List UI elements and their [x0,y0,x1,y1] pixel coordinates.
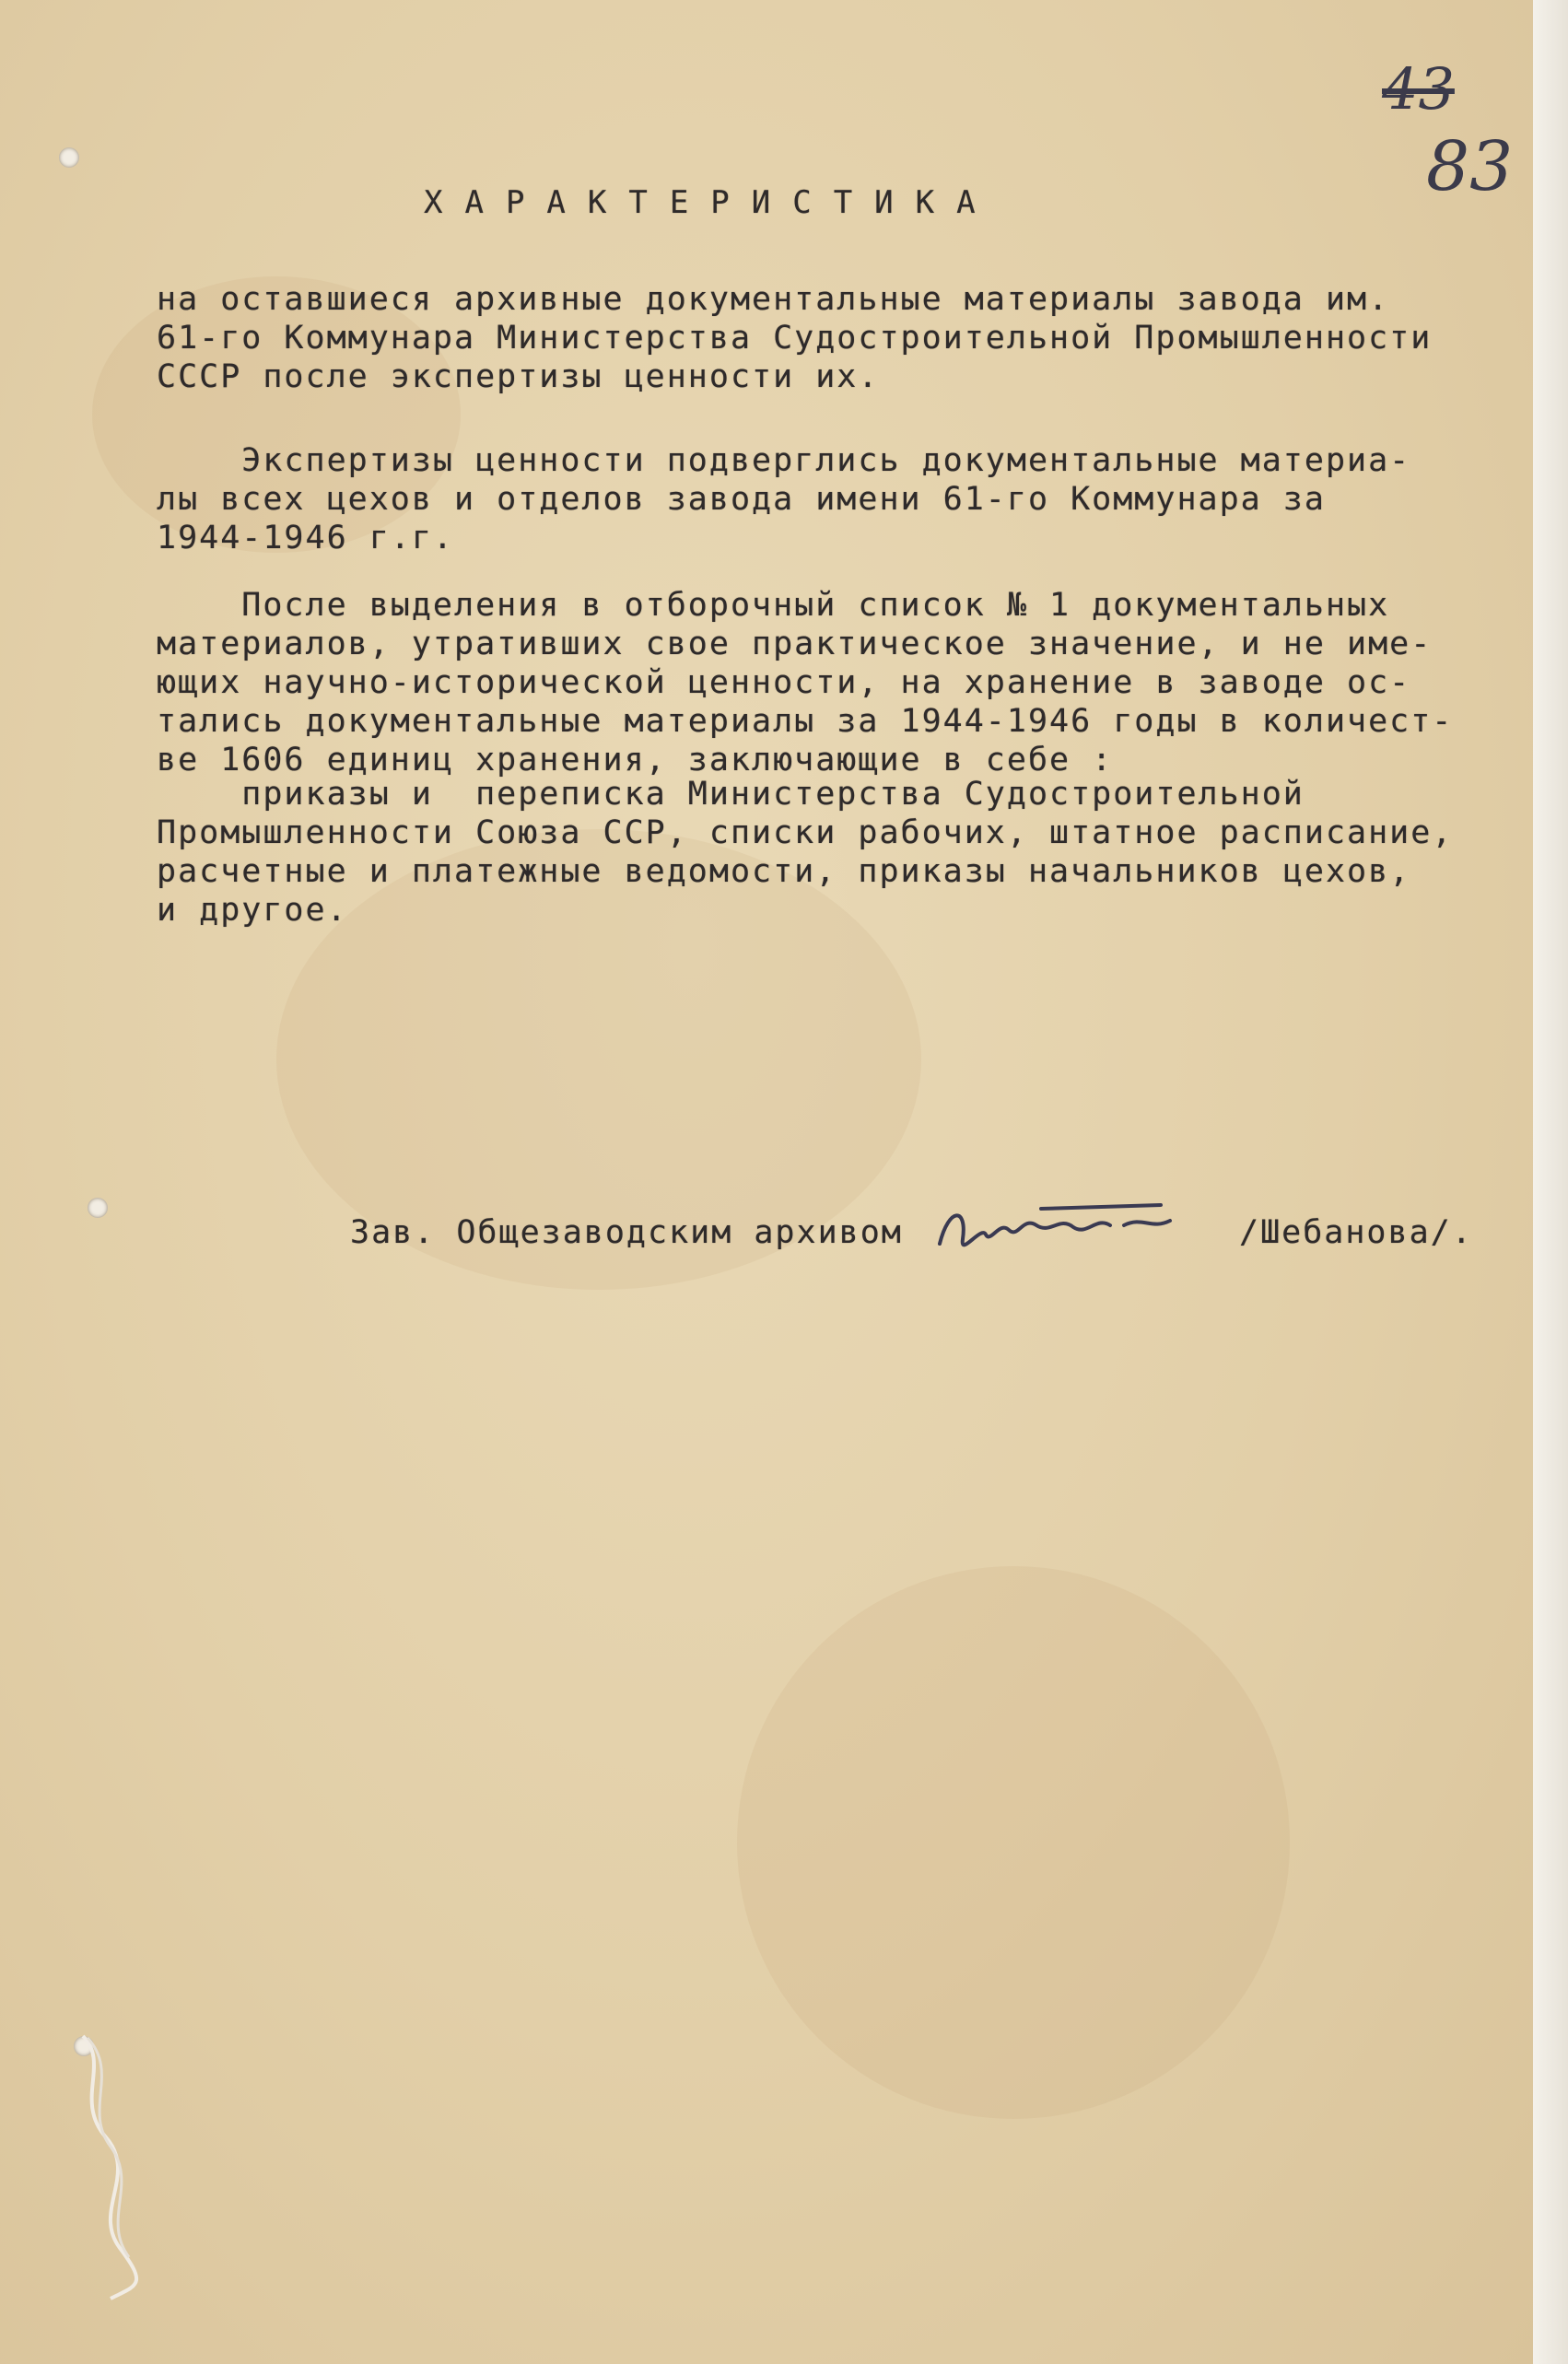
paragraph-line: лы всех цехов и отделов завода имени 61-го Коммунара за [157,481,1326,518]
paragraph-line: ве 1606 единиц хранения, заключающие в себе : [157,742,1114,778]
background-strip [1533,0,1568,2364]
paragraph-line: материалов, утративших свое практическое значение, и не име- [157,626,1433,662]
punch-hole [88,1198,108,1218]
paragraph-line: приказы и переписка Министерства Судостроительной [157,776,1305,813]
signature-position: Зав. Общезаводским архивом [350,1214,903,1251]
binding-thread-icon [55,2027,166,2303]
old-archive-number: 43 [1382,55,1455,123]
paper-stain [737,1566,1290,2119]
paragraph-line: и другое. [157,892,348,929]
paragraph-line: расчетные и платежные ведомости, приказы начальников цехов, [157,853,1411,890]
subtitle-line: 61-го Коммунара Министерства Судостроительной Промышленности [157,320,1433,357]
subtitle-line: СССР после экспертизы ценности их. [157,358,880,395]
paragraph-line: 1944-1946 г.г. [157,520,455,556]
paragraph-line: После выделения в отборочный список № 1 документальных [157,587,1390,624]
paragraph-line: Экспертизы ценности подверглись документальные материа- [157,442,1411,479]
signature-name: /Шебанова/. [1239,1214,1473,1251]
subtitle-line: на оставшиеся архивные документальные материалы завода им. [157,281,1390,318]
handwritten-signature-icon [930,1188,1207,1271]
paragraph-line: тались документальные материалы за 1944-1946 годы в количест- [157,703,1454,740]
document-title: ХАРАКТЕРИСТИКА [424,184,998,221]
punch-hole [59,147,79,168]
paragraph-line: Промышленности Союза ССР, списки рабочих, штатное расписание, [157,814,1454,851]
paragraph-line: ющих научно-исторической ценности, на хранение в заводе ос- [157,664,1411,701]
sheet-number: 83 [1426,127,1514,206]
